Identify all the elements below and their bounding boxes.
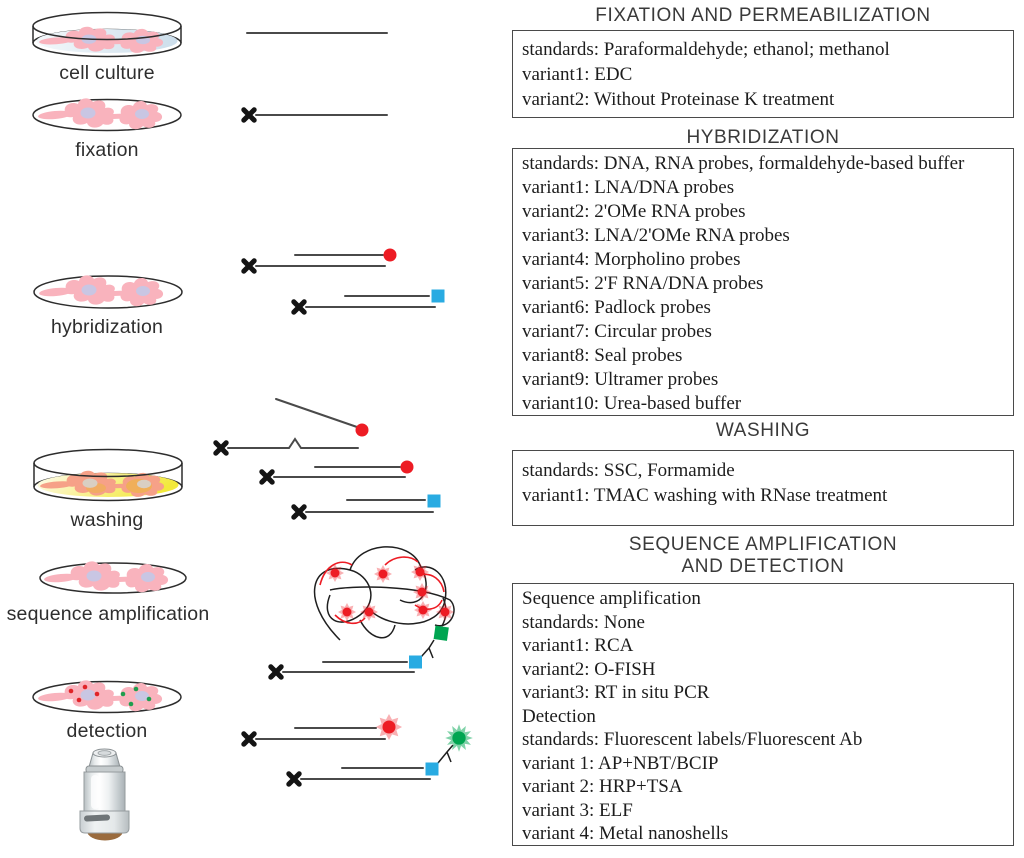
green-square-icon [434, 626, 449, 641]
blue-square-icon [428, 495, 441, 508]
x-marker-icon [289, 774, 299, 784]
culture-dish-icon [34, 275, 182, 308]
protocol-line: variant1: RCA [522, 635, 634, 656]
x-marker-icon [216, 443, 226, 453]
protocol-line: variant2: Without Proteinase K treatment [522, 89, 835, 110]
protocol-line: standards: Fluorescent labels/Fluorescent Ab [522, 729, 863, 750]
protocol-line: variant2: O-FISH [522, 658, 656, 680]
section-title-fixation: FIXATION AND PERMEABILIZATION [595, 5, 931, 26]
protocol-line: variant10: Urea-based buffer [522, 393, 742, 414]
section-title-hybridization: HYBRIDIZATION [686, 127, 840, 148]
protocol-line: variant8: Seal probes [522, 345, 683, 366]
x-marker-icon [262, 472, 272, 482]
protocol-line: variant1: LNA/DNA probes [522, 177, 735, 198]
protocol-line: standards: SSC, Formamide [522, 460, 735, 481]
protocol-line: variant5: 2'F RNA/DNA probes [522, 273, 764, 294]
protocol-line: variant2: 2'OMe RNA probes [522, 201, 746, 222]
protocol-line: standards: DNA, RNA probes, formaldehyde-based buffer [522, 153, 965, 174]
protocol-line: variant1: EDC [522, 64, 633, 85]
red-dot-icon [384, 249, 397, 262]
red-fluor-burst-icon [374, 565, 392, 583]
red-fluor-burst-icon [360, 603, 378, 621]
protocol-line: standards: Paraformaldehyde; ethanol; methanol [522, 39, 890, 60]
red-fluor-burst-icon [414, 601, 432, 619]
protocol-line: variant3: RT in situ PCR [522, 682, 710, 703]
protocol-line: Sequence amplification [522, 588, 701, 609]
x-marker-icon [294, 507, 304, 517]
protocol-line: variant6: Padlock probes [522, 297, 711, 318]
culture-dish-icon [40, 561, 186, 593]
protocol-line: standards: None [522, 611, 645, 633]
protocol-box-fixation [512, 30, 1014, 118]
protocol-line: variant4: Morpholino probes [522, 249, 741, 270]
red-fluor-burst-icon [338, 603, 356, 621]
blue-square-icon [432, 290, 445, 303]
red-fluor-burst-icon [436, 603, 454, 621]
culture-dish-icon [33, 98, 181, 130]
green-fluor-burst-icon [445, 724, 473, 752]
protocol-box-washing [512, 450, 1014, 526]
petri-dish-3d-icon [34, 450, 182, 501]
protocol-line: variant1: TMAC washing with RNase treatment [522, 485, 888, 506]
red-fluor-burst-icon [326, 564, 344, 582]
culture-dish-icon [33, 680, 181, 712]
x-marker-icon [244, 734, 254, 744]
protocol-line: variant7: Circular probes [522, 321, 712, 342]
sequence-amplification-schematic [271, 547, 454, 677]
hybridization-schematic [244, 249, 445, 313]
step-label-hybridization: hybridization [50, 316, 164, 338]
protocol-box-seq-amp-detection [512, 583, 1014, 846]
red-fluor-burst-icon [411, 563, 429, 581]
x-marker-icon [271, 667, 281, 677]
step-label-washing: washing [70, 509, 144, 531]
x-marker-icon [244, 110, 254, 120]
step-label-cell-culture: cell culture [59, 62, 155, 84]
protocol-line: variant 2: HRP+TSA [522, 776, 683, 797]
protocol-line: variant3: LNA/2'OMe RNA probes [522, 225, 790, 246]
protocol-line: variant 4: Metal nanoshells [522, 823, 729, 844]
red-fluor-burst-icon [413, 583, 431, 601]
step-label-fixation: fixation [75, 139, 139, 161]
blue-square-icon [409, 656, 422, 669]
petri-dish-3d-icon [33, 13, 181, 57]
protocol-line: Detection [522, 705, 596, 727]
x-marker-icon [244, 261, 254, 271]
x-marker-icon [294, 302, 304, 312]
step-label-sequence-amplification: sequence amplification [6, 603, 210, 625]
microscope-objective-icon [80, 749, 129, 841]
fixation-schematic [244, 110, 387, 120]
section-title-seq-amp-detection: SEQUENCE AMPLIFICATION AND DETECTION [628, 534, 898, 577]
protocol-line: variant 3: ELF [522, 799, 633, 821]
step-label-detection: detection [66, 720, 148, 742]
section-title-washing: WASHING [715, 420, 811, 441]
blue-square-icon [426, 763, 439, 776]
protocol-box-hybridization [512, 148, 1014, 416]
washing-schematic [216, 399, 441, 517]
red-fluor-burst-icon [376, 714, 402, 740]
rca-coil-icon [315, 547, 454, 640]
protocol-line: variant 1: AP+NBT/BCIP [522, 752, 719, 774]
detection-schematic [244, 714, 473, 784]
protocol-line: variant9: Ultramer probes [522, 369, 719, 390]
